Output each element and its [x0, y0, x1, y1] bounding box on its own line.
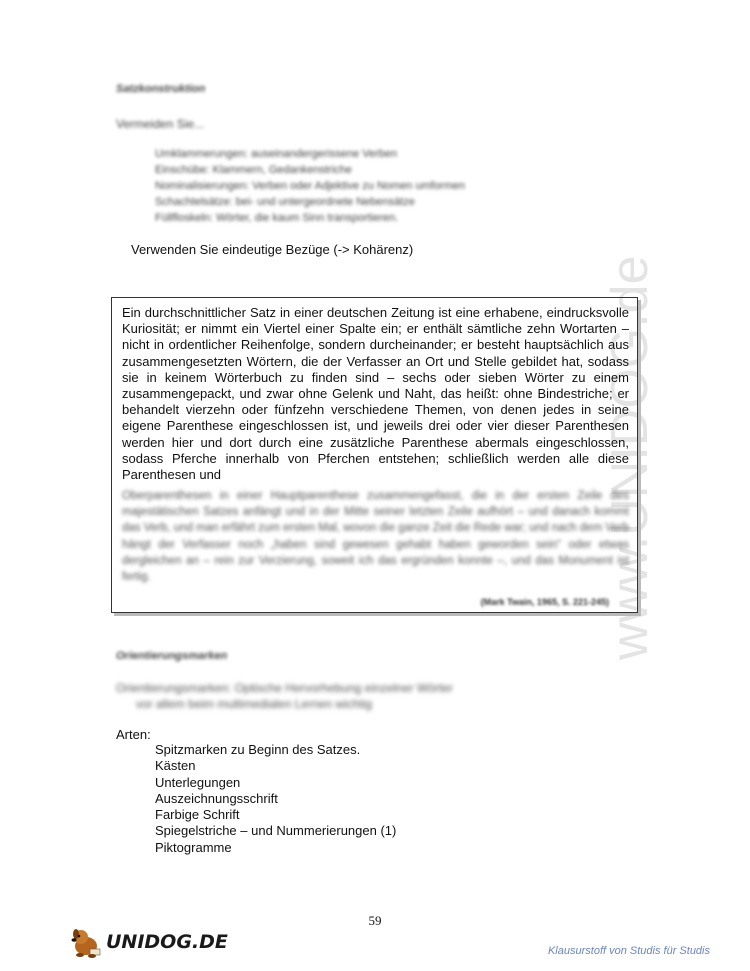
logo-text: UNIDOG.DE	[106, 931, 228, 953]
intro-text: Vermeiden Sie...	[116, 117, 205, 131]
orientation-text	[116, 680, 453, 712]
quote-box	[111, 297, 638, 613]
arten-label: Arten:	[116, 727, 151, 742]
list-item: Auszeichnungsschrift	[155, 790, 278, 806]
kohaerenz-line: Verwenden Sie eindeutige Bezüge (-> Kohärenz)	[131, 242, 414, 257]
dog-icon	[68, 925, 104, 959]
section-heading-orientation: Orientierungsmarken	[116, 650, 228, 662]
footer-note: Klausurstoff von Studis für Studis	[547, 945, 710, 957]
quote-source: (Mark Twain, 1965, S. 221-245)	[480, 597, 609, 607]
list-item: Kästen	[155, 758, 196, 774]
list-item: Piktogramme	[155, 839, 232, 855]
list-item: Einschübe: Klammern, Gedankenstriche	[155, 164, 352, 176]
list-item: Unterlegungen	[155, 774, 241, 790]
quote-text-blurred: Oberparenthesen in einer Hauptparenthese zusammengefasst, die in der ersten Zeile des majestätischen Satzes anfängt und in der Mitte seiner letzten Zeile aufhört – und danach kommt das Verb, und man erfährt zum ersten Mal, wovon die ganze Zeit die Rede war; und nach dem Verb hängt der Verfasser noch „haben sind gewesen gehabt haben geworden sein“ oder etwas dergleichen an – rein zur Verzierung, soweit ich das ergründen konnte –, und das Monument ist fertig.	[122, 490, 629, 584]
watermark: www.UNIDOG.de	[601, 255, 659, 660]
orientation-line: vor allem beim multimedialen Lernen wichtig	[136, 697, 373, 711]
orientation-line: Orientierungsmarken: Optische Hervorhebung einzelner Wörter	[116, 681, 453, 695]
arten-list	[155, 742, 396, 856]
list-item: Füllfloskeln: Wörter, die kaum Sinn transportieren.	[155, 212, 399, 224]
list-item: Farbige Schrift	[155, 807, 240, 823]
list-item: Nominalisierungen: Verben oder Adjektive zu Nomen umformen	[155, 180, 465, 192]
bullet-list	[155, 146, 465, 226]
list-item: Spitzmarken zu Beginn des Satzes.	[155, 742, 361, 757]
unidog-logo	[68, 925, 228, 959]
list-item: Schachtelsätze: bei- und untergeordnete Nebensätze	[155, 196, 415, 208]
quote-text: Ein durchschnittlicher Satz in einer deutschen Zeitung ist eine erhabene, eindrucksvolle Kuriosität; er nimmt ein Viertel einer Spalte ein; er enthält sämtliche zehn Wortarten – nicht in ordentlicher Reihenfolge, sondern durcheinander; er besteht hauptsächlich aus zusammengesetzten Wörtern, die der Verfasser an Ort und Stelle gebildet hat, sodass sie in keinem Wörterbuch zu finden sind – sechs oder sieben Wörter zu einem zusammengepackt, und zwar ohne Gelenk und Naht, das heißt: ohne Bindestriche; er behandelt vierzehn oder fünfzehn verschiedene Themen, von denen jedes in seine eigene Parenthese eingeschlossen ist, und jeweils drei oder vier dieser Parenthesen werden hier und dort durch eine zusätzliche Parenthese abermals eingeschlossen, sodass Pferche innerhalb von Pferchen entstehen; schließlich werden alle diese Parenthesen und	[122, 305, 629, 483]
section-heading: Satzkonstruktion	[116, 83, 206, 95]
list-item: Spiegelstriche – und Nummerierungen (1)	[155, 823, 397, 839]
list-item: Umklammerungen: auseinandergerissene Verben	[155, 148, 398, 160]
page-number: 59	[368, 913, 382, 928]
